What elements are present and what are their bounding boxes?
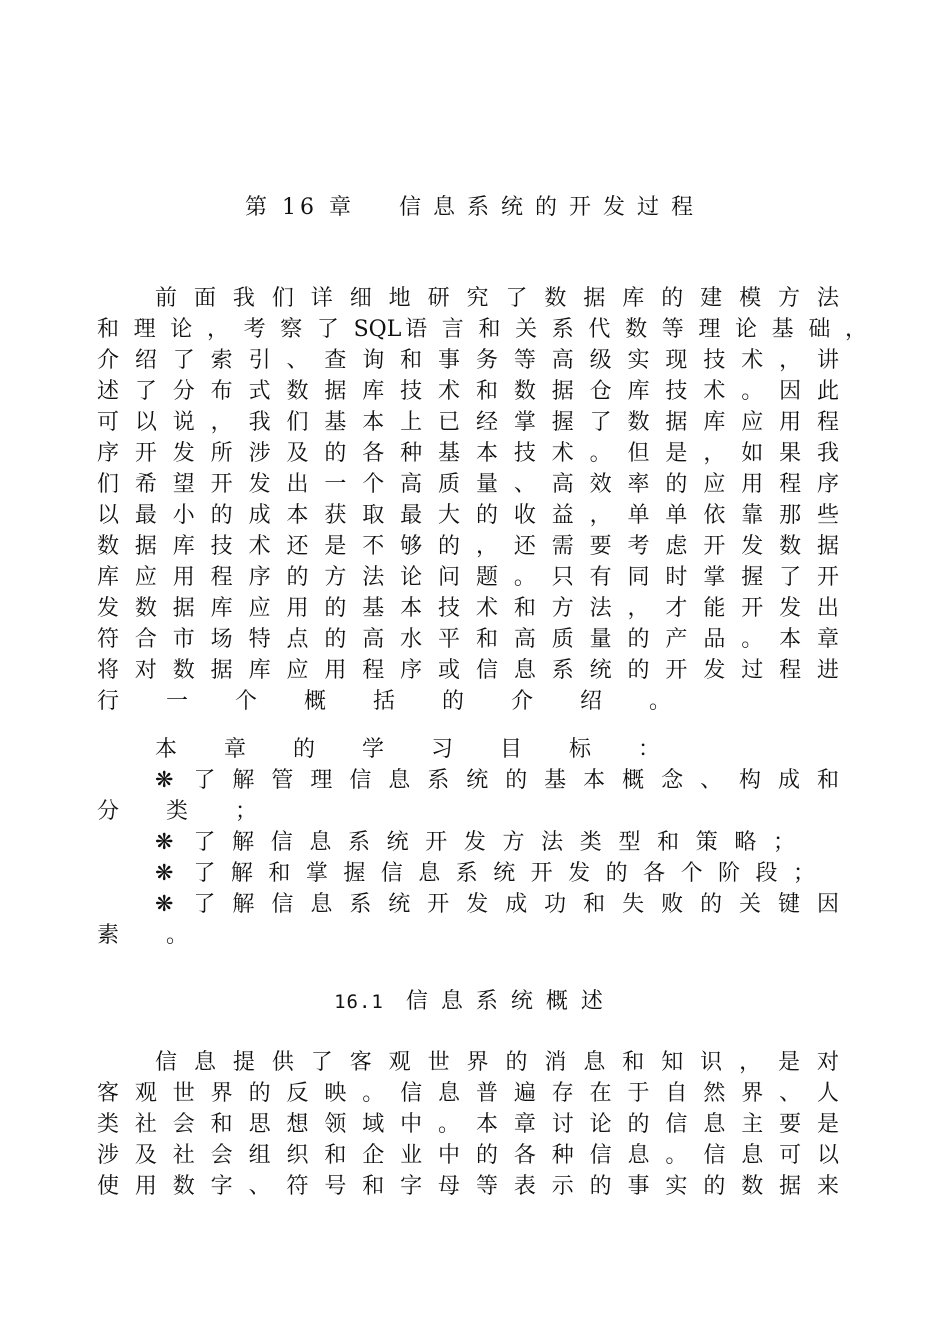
objective-item bbox=[155, 858, 815, 889]
objective-item bbox=[155, 765, 839, 796]
objective-text: 了 解 管 理 信 息 系 统 的 基 本 概 念 、 构 成 和 bbox=[193, 768, 839, 793]
objective-item bbox=[155, 827, 795, 858]
paragraph-line: 述 了 分 布 式 数 据 库 技 术 和 数 据 仓 库 技 术 。 因 此 bbox=[97, 379, 839, 404]
paragraph-line: 客 观 世 界 的 反 映 。 信 息 普 遍 存 在 于 自 然 界 、 人 bbox=[97, 1081, 839, 1106]
paragraph-line: 介 绍 了 索 引 、 查 询 和 事 务 等 高 级 实 现 技 术 ， 讲 bbox=[97, 348, 839, 373]
paragraph-line: 和 理 论 ， 考 察 了 SQL语 言 和 关 系 代 数 等 理 论 基 础 ， bbox=[97, 317, 867, 342]
objective-continuation: 分 类 ； bbox=[97, 799, 277, 824]
section-name: 信息系统概述 bbox=[405, 989, 616, 1014]
paragraph-line: 前 面 我 们 详 细 地 研 究 了 数 据 库 的 建 模 方 法 bbox=[155, 286, 839, 311]
objective-text: 了 解 信 息 系 统 开 发 成 功 和 失 败 的 关 键 因 bbox=[193, 892, 839, 917]
objectives-heading: 本 章 的 学 习 目 标 ： bbox=[155, 737, 680, 762]
paragraph-line: 行 一 个 概 括 的 介 绍 。 bbox=[97, 689, 691, 714]
section-title bbox=[0, 986, 950, 1018]
paragraph-line: 类 社 会 和 思 想 领 域 中 。 本 章 讨 论 的 信 息 主 要 是 bbox=[97, 1112, 839, 1137]
snowflake-bullet-icon: ❋ bbox=[155, 892, 174, 917]
paragraph-line: 符 合 市 场 特 点 的 高 水 平 和 高 质 量 的 产 品 。 本 章 bbox=[97, 627, 839, 652]
paragraph-line: 以 最 小 的 成 本 获 取 最 大 的 收 益 ， 单 单 依 靠 那 些 bbox=[97, 503, 839, 528]
paragraph-line: 使 用 数 字 、 符 号 和 字 母 等 表 示 的 事 实 的 数 据 来 bbox=[97, 1174, 839, 1199]
snowflake-bullet-icon: ❋ bbox=[155, 768, 174, 793]
paragraph-line: 发 数 据 库 应 用 的 基 本 技 术 和 方 法 ， 才 能 开 发 出 bbox=[97, 596, 839, 621]
objective-text: 了 解 和 掌 握 信 息 系 统 开 发 的 各 个 阶 段 ； bbox=[193, 861, 815, 886]
snowflake-bullet-icon: ❋ bbox=[155, 830, 174, 855]
paragraph-line: 将 对 数 据 库 应 用 程 序 或 信 息 系 统 的 开 发 过 程 进 bbox=[97, 658, 839, 683]
objective-item bbox=[155, 889, 839, 920]
chapter-title bbox=[0, 190, 950, 221]
objective-continuation: 素 。 bbox=[97, 923, 208, 948]
chapter-label: 第 16 章 bbox=[245, 195, 355, 220]
objective-text: 了 解 信 息 系 统 开 发 方 法 类 型 和 策 略 ； bbox=[193, 830, 795, 855]
section-number: 16.1 bbox=[334, 991, 384, 1013]
paragraph-line: 数 据 库 技 术 还 是 不 够 的 ， 还 需 要 考 虑 开 发 数 据 bbox=[97, 534, 839, 559]
paragraph-line: 信 息 提 供 了 客 观 世 界 的 消 息 和 知 识 ， 是 对 bbox=[155, 1050, 839, 1075]
paragraph-line: 可 以 说 ， 我 们 基 本 上 已 经 掌 握 了 数 据 库 应 用 程 bbox=[97, 410, 839, 435]
chapter-name: 信息系统的开发过程 bbox=[398, 195, 705, 220]
paragraph-line: 库 应 用 程 序 的 方 法 论 问 题 。 只 有 同 时 掌 握 了 开 bbox=[97, 565, 839, 590]
snowflake-bullet-icon: ❋ bbox=[155, 861, 174, 886]
paragraph-line: 涉 及 社 会 组 织 和 企 业 中 的 各 种 信 息 。 信 息 可 以 bbox=[97, 1143, 839, 1168]
paragraph-line: 序 开 发 所 涉 及 的 各 种 基 本 技 术 。 但 是 ， 如 果 我 bbox=[97, 441, 839, 466]
paragraph-line: 们 希 望 开 发 出 一 个 高 质 量 、 高 效 率 的 应 用 程 序 bbox=[97, 472, 839, 497]
